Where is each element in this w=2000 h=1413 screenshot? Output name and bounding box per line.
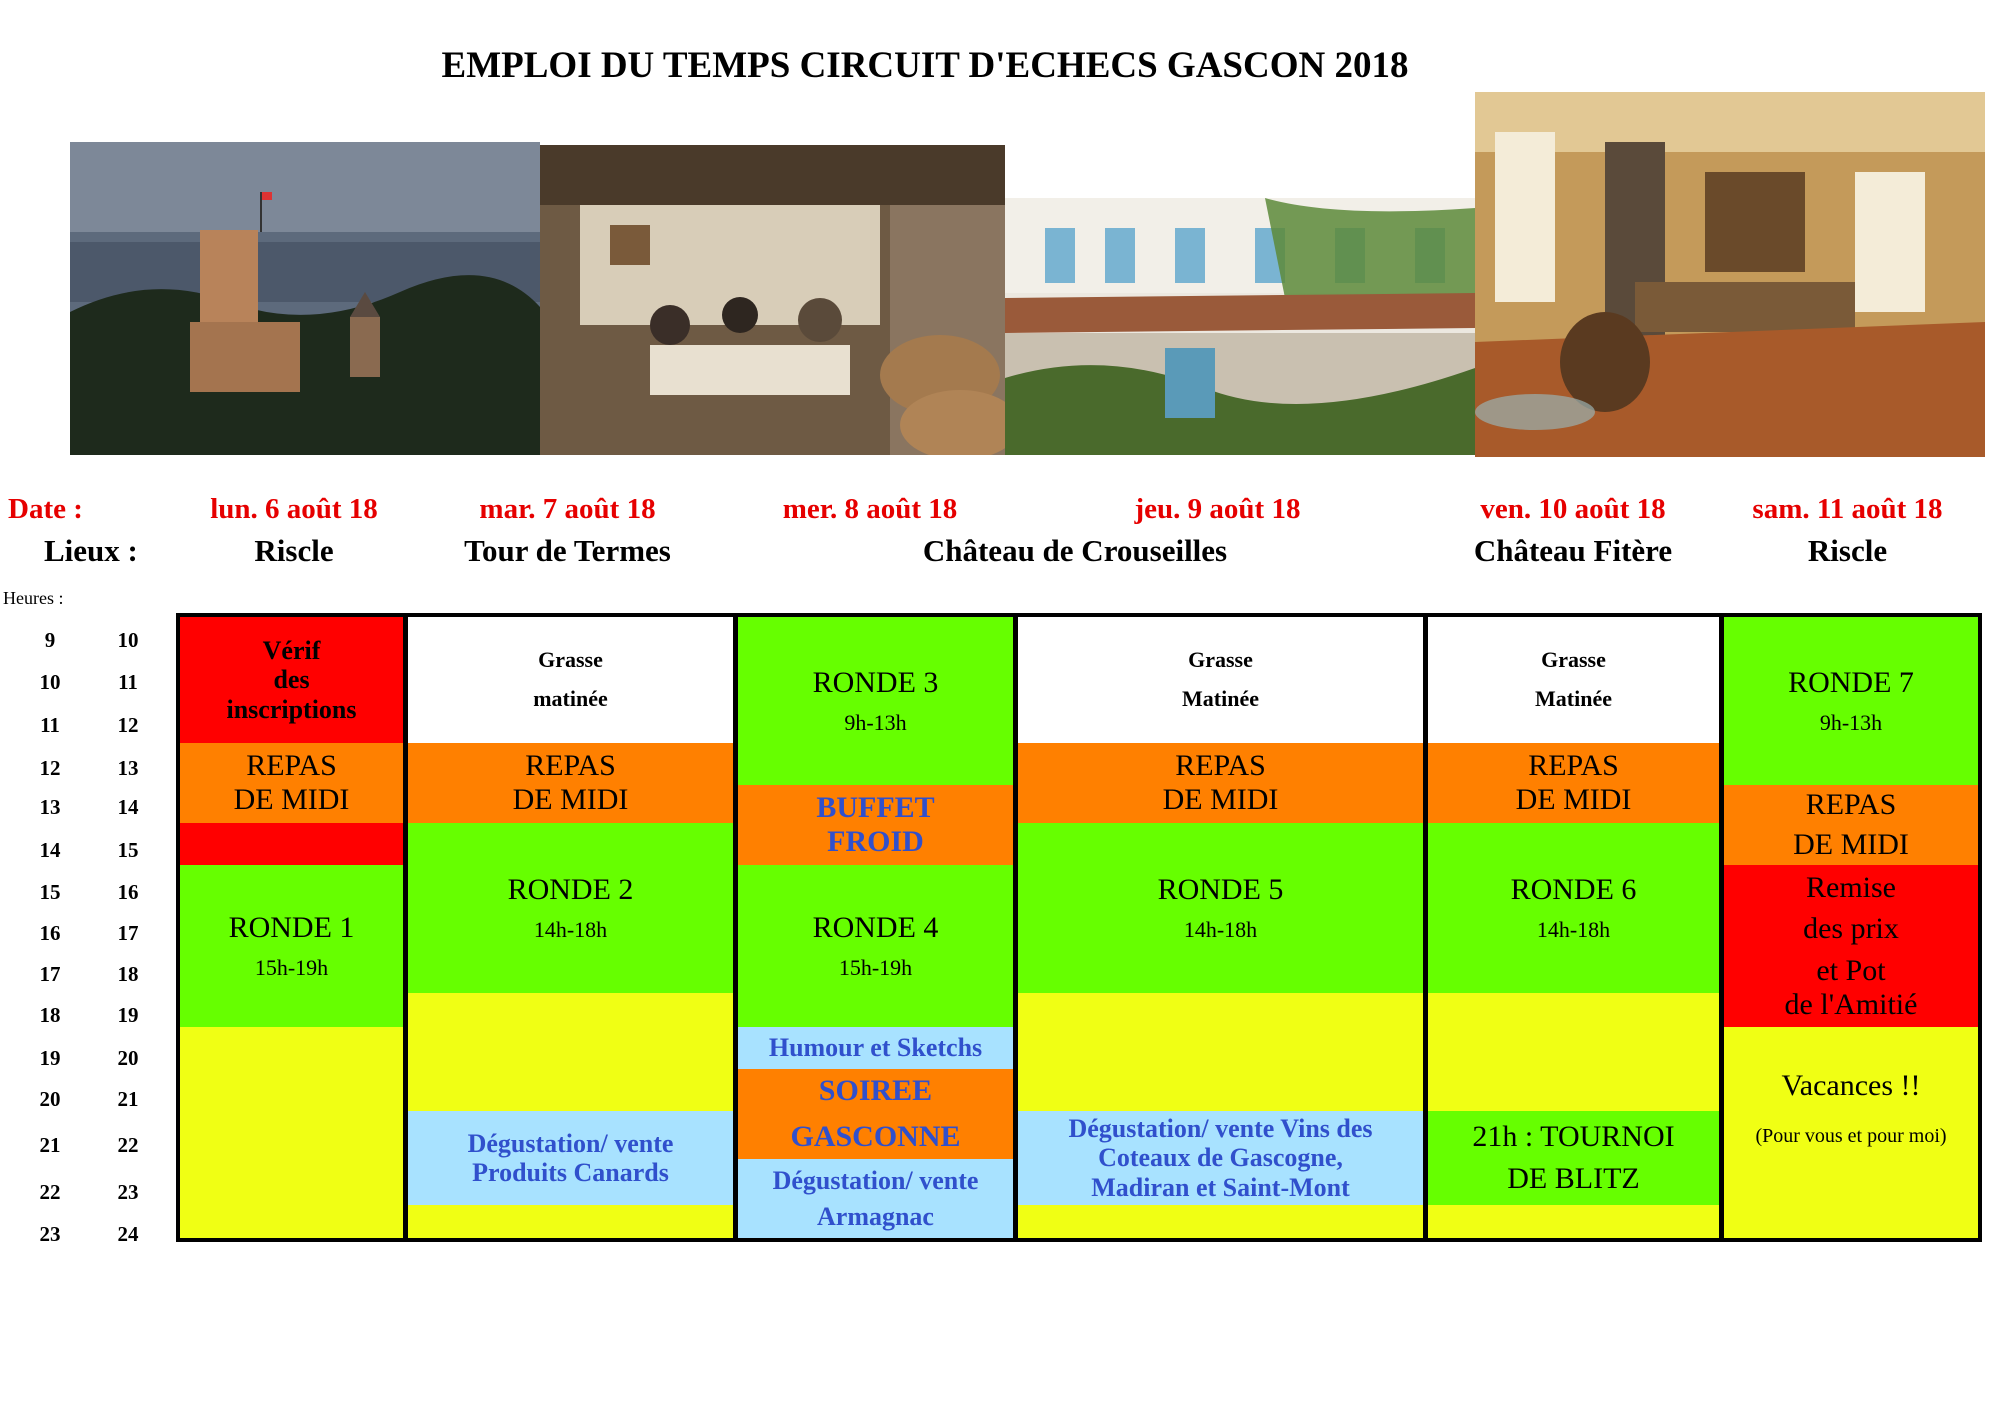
round-7-block — [1724, 617, 1978, 785]
round-label: RONDE 7 — [1788, 665, 1914, 699]
schedule-grid — [176, 613, 1982, 1242]
late-free-block — [1428, 1205, 1719, 1238]
round-label: RONDE 5 — [1157, 872, 1284, 906]
blitz-tournament-block — [1428, 1111, 1719, 1205]
round-2-block — [408, 823, 733, 993]
late-free-block — [408, 1205, 733, 1238]
free-yellow-block — [1428, 993, 1719, 1111]
block-text: DE MIDI — [512, 783, 629, 816]
block-text: GASCONNE — [790, 1120, 961, 1153]
lunch-block — [1428, 743, 1719, 823]
block-text: matinée — [533, 686, 608, 711]
block-text: des prix — [1803, 912, 1899, 946]
tasting-canards-block — [408, 1111, 733, 1205]
castle-tower-at-dusk-photo — [70, 142, 540, 455]
block-text: Coteaux de Gascogne, — [1098, 1143, 1343, 1173]
day-date-thu: jeu. 9 août 18 — [1134, 493, 1301, 525]
column-friday — [1428, 617, 1719, 1238]
hour-end-label: 20 — [117, 1046, 139, 1070]
column-saturday — [1724, 617, 1978, 1238]
hour-end-label: 23 — [117, 1180, 139, 1204]
round-5-block — [1018, 823, 1423, 993]
free-yellow-block — [1018, 993, 1423, 1111]
block-text: Grasse — [1188, 647, 1253, 673]
round-time: 9h-13h — [1819, 710, 1883, 736]
hour-start-label: 23 — [39, 1222, 61, 1246]
block-text: Grasse — [538, 647, 603, 673]
page-title: EMPLOI DU TEMPS CIRCUIT D'ECHECS GASCON 2018 — [441, 45, 1409, 86]
round-6-block — [1428, 823, 1719, 993]
grasse-matinee-block — [408, 617, 733, 743]
lunch-block — [180, 743, 403, 823]
hour-end-label: 12 — [117, 713, 139, 737]
date-label: Date : — [8, 493, 83, 525]
block-text: Produits Canards — [472, 1158, 669, 1187]
hour-end-label: 19 — [117, 1003, 139, 1027]
heures-label: Heures : — [3, 588, 64, 608]
round-label: RONDE 2 — [507, 872, 634, 906]
block-text: DE BLITZ — [1507, 1162, 1640, 1195]
hour-start-label: 15 — [39, 880, 61, 904]
round-label: RONDE 1 — [228, 910, 355, 944]
tasting-armagnac-block — [738, 1159, 1013, 1238]
round-time: 9h-13h — [844, 710, 907, 736]
block-text: Madiran et Saint-Mont — [1091, 1172, 1350, 1202]
day-date-fri: ven. 10 août 18 — [1480, 493, 1666, 525]
column-monday — [180, 617, 403, 1238]
wine-shop-interior-photo — [1475, 92, 1985, 457]
hour-end-label: 16 — [117, 880, 139, 904]
verif-inscriptions-block — [180, 617, 403, 743]
prize-ceremony-block — [1724, 865, 1978, 1027]
block-text: Grasse — [1541, 647, 1606, 673]
hour-start-label: 20 — [39, 1087, 61, 1111]
round-1-block — [180, 865, 403, 1027]
hour-end-label: 13 — [117, 756, 139, 780]
hour-start-label: 13 — [39, 795, 61, 819]
block-text: Vacances !! — [1781, 1069, 1921, 1102]
block-text: REPAS — [1175, 749, 1266, 783]
block-text: Humour et Sketchs — [768, 1033, 983, 1063]
chateau-facade-with-blue-shutters-photo — [1005, 198, 1475, 455]
chess-players-in-wine-cellar-photo — [540, 145, 1005, 455]
hour-start-label: 16 — [39, 921, 61, 945]
block-text: REPAS — [1528, 749, 1619, 783]
block-text: REPAS — [525, 749, 616, 783]
day-date-wed: mer. 8 août 18 — [782, 493, 958, 525]
round-3-block — [738, 617, 1013, 785]
block-text: inscriptions — [226, 694, 357, 724]
round-time: 14h-18h — [533, 917, 608, 943]
block-text: REPAS — [246, 749, 337, 783]
block-text: REPAS — [1805, 788, 1897, 822]
hour-end-label: 14 — [117, 795, 139, 819]
hour-start-label: 11 — [40, 713, 60, 737]
hour-start-label: 18 — [39, 1003, 61, 1027]
lieux-label: Lieux : — [44, 533, 138, 568]
block-text: Matinée — [1535, 686, 1612, 711]
block-text: FROID — [827, 825, 924, 858]
evening-free-block — [180, 1027, 403, 1238]
day-place-sat: Riscle — [1807, 533, 1888, 568]
day-date-mon: lun. 6 août 18 — [210, 493, 378, 525]
hour-end-label: 18 — [117, 962, 139, 986]
round-label: RONDE 4 — [812, 910, 939, 944]
column-tuesday — [408, 617, 733, 1238]
late-free-block — [1018, 1205, 1423, 1238]
block-text: DE MIDI — [1162, 783, 1279, 816]
block-text: DE MIDI — [233, 783, 350, 816]
lunch-block — [408, 743, 733, 823]
hour-start-label: 10 — [39, 670, 61, 694]
column-wednesday — [738, 617, 1013, 1238]
round-time: 15h-19h — [254, 955, 329, 981]
block-text: Remise — [1806, 870, 1896, 904]
block-text: 21h : TOURNOI — [1472, 1120, 1675, 1154]
block-text: DE MIDI — [1515, 783, 1632, 816]
block-text: Vérif — [262, 636, 321, 666]
tasting-wines-block — [1018, 1111, 1423, 1205]
block-text: Dégustation/ vente — [467, 1128, 674, 1158]
block-text: des — [273, 665, 310, 695]
day-date-sat: sam. 11 août 18 — [1752, 493, 1943, 525]
humour-sketchs-block — [738, 1027, 1013, 1069]
day-place-fri: Château Fitère — [1473, 533, 1673, 568]
buffet-froid-block — [738, 785, 1013, 865]
day-place-tue: Tour de Termes — [464, 533, 671, 568]
hour-end-label: 24 — [117, 1222, 139, 1246]
block-text: DE MIDI — [1793, 828, 1909, 861]
block-text: Dégustation/ vente — [772, 1166, 979, 1196]
hour-end-label: 11 — [118, 670, 138, 694]
free-red-block — [180, 823, 403, 865]
round-time: 14h-18h — [1536, 917, 1611, 943]
hour-end-label: 22 — [117, 1133, 139, 1157]
hour-start-label: 12 — [39, 756, 61, 780]
lunch-block — [1018, 743, 1423, 823]
vacances-block — [1724, 1027, 1978, 1238]
round-time: 15h-19h — [838, 955, 913, 981]
day-place-mon: Riscle — [254, 533, 334, 568]
hour-start-label: 21 — [39, 1133, 61, 1157]
block-text: et Pot — [1816, 954, 1886, 987]
round-4-block — [738, 865, 1013, 1027]
block-text: (Pour vous et pour moi) — [1755, 1124, 1947, 1147]
hour-end-label: 10 — [117, 628, 139, 652]
hour-start-label: 14 — [39, 838, 61, 862]
hour-start-label: 9 — [44, 628, 56, 652]
block-text: Dégustation/ vente Vins des — [1068, 1114, 1373, 1144]
round-label: RONDE 3 — [812, 665, 939, 699]
day-date-tue: mar. 7 août 18 — [479, 493, 656, 525]
hour-start-label: 19 — [39, 1046, 61, 1070]
grasse-matinee-block — [1018, 617, 1423, 743]
block-text: de l'Amitié — [1784, 987, 1918, 1021]
hour-end-label: 15 — [117, 838, 139, 862]
hour-end-label: 21 — [117, 1087, 139, 1111]
hour-start-label: 22 — [39, 1180, 61, 1204]
lunch-block — [1724, 785, 1978, 865]
round-label: RONDE 6 — [1510, 872, 1637, 906]
hour-start-label: 17 — [39, 962, 61, 986]
day-place-wed-thu: Château de Crouseilles — [922, 533, 1228, 568]
column-thursday — [1018, 617, 1423, 1238]
block-text: Armagnac — [817, 1201, 934, 1231]
round-time: 14h-18h — [1183, 917, 1258, 943]
hour-end-label: 17 — [117, 921, 139, 945]
free-yellow-block — [408, 993, 733, 1111]
block-text: BUFFET — [816, 791, 935, 825]
block-text: SOIREE — [818, 1074, 933, 1108]
block-text: Matinée — [1182, 686, 1259, 711]
grasse-matinee-block — [1428, 617, 1719, 743]
soiree-gasconne-block — [738, 1069, 1013, 1159]
